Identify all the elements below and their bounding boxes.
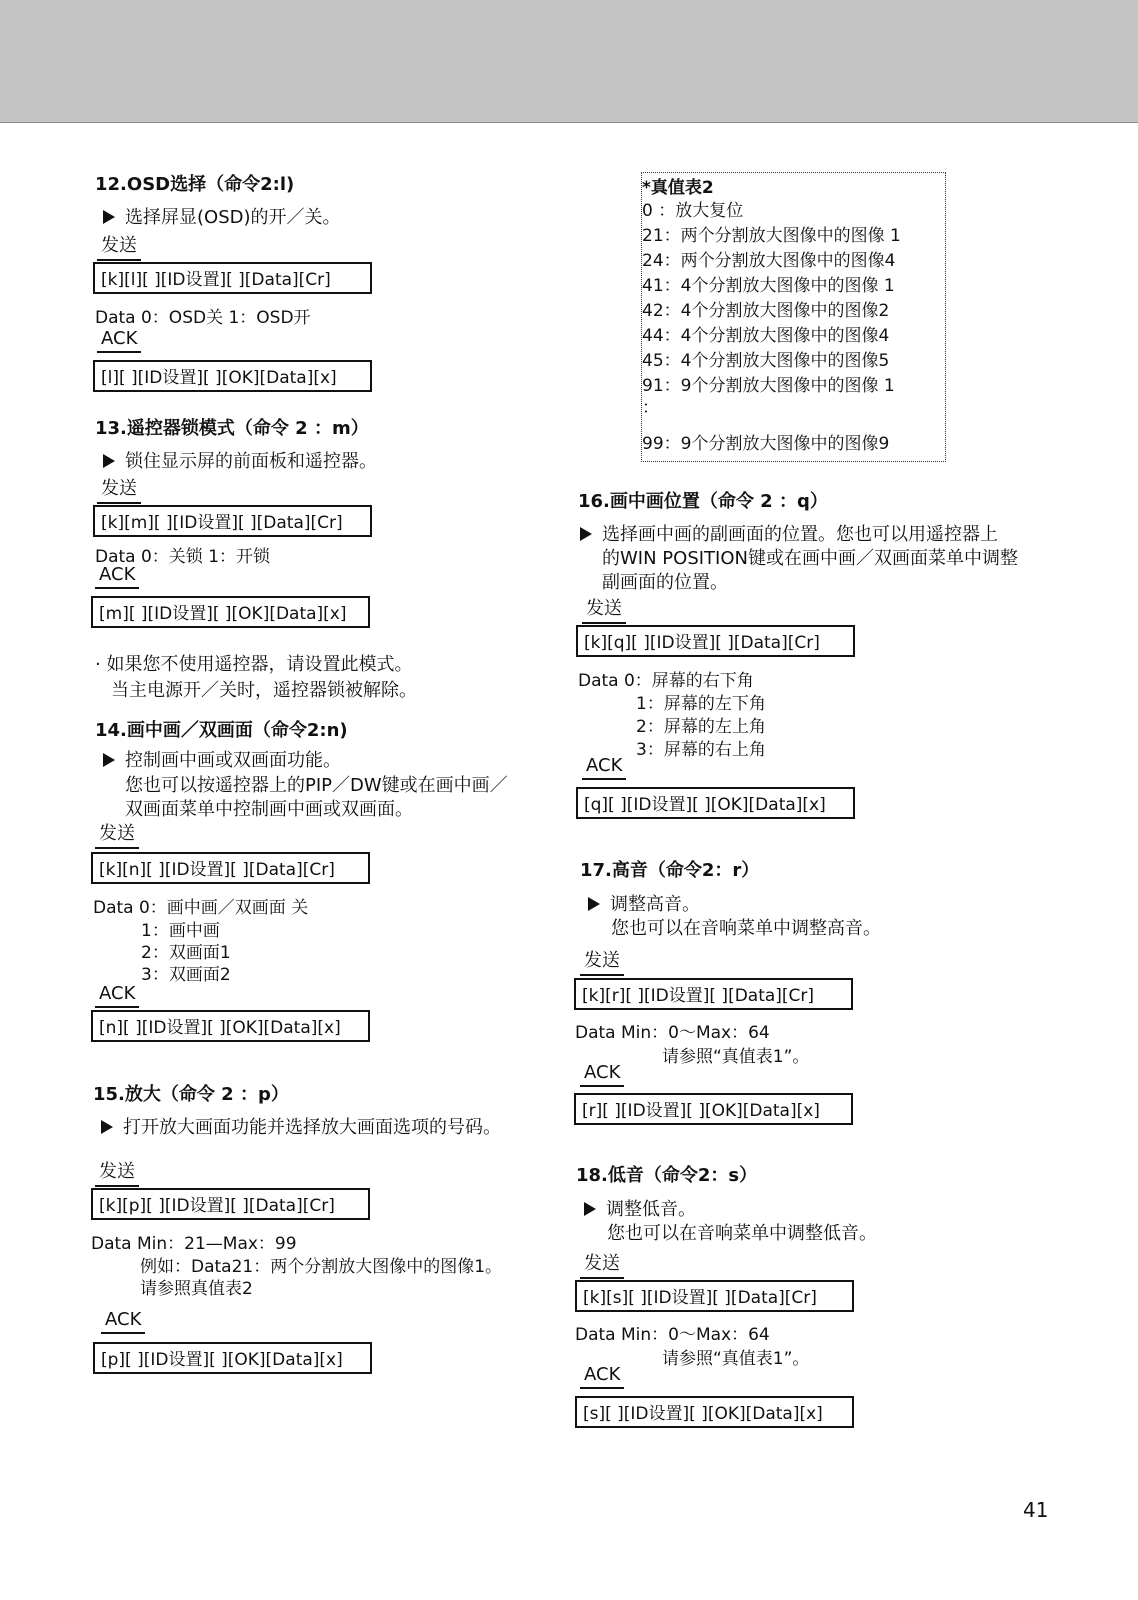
section-17-data-1: 请参照“真值表1”。 [662,1047,810,1067]
section-16-data-3: 3：屏幕的右上角 [636,740,766,760]
truth-table-row: 42：4个分割放大图像中的图像2 [642,301,890,321]
section-13-desc: 锁住显示屏的前面板和遥控器。 [103,447,377,473]
triangle-bullet-icon [103,210,115,224]
truth-table-row: 41：4个分割放大图像中的图像 1 [642,276,895,296]
page-number: 41 [1023,1498,1049,1522]
section-14-data-0: Data 0：画中画／双画面 关 [93,898,309,918]
section-15-send-code: [k][p][ ][ID设置][ ][Data][Cr] [91,1188,370,1220]
section-16-title: 16.画中画位置（命令 2 ：q） [578,491,828,512]
section-12-desc: 选择屏显(OSD)的开／关。 [103,203,341,229]
section-16-ack-label: ACK [582,755,626,780]
truth-table-row: 99：9个分割放大图像中的图像9 [642,434,890,454]
section-17-send-label: 发送 [580,946,624,976]
section-18-ack-label: ACK [580,1364,624,1389]
section-18-data-0: Data Min：0～Max：64 [575,1325,770,1345]
truth-table-row: 44：4个分割放大图像中的图像4 [642,326,890,346]
header-banner [0,0,1138,123]
section-12-title: 12.OSD选择（命令2:l) [95,174,295,195]
section-12-ack-label: ACK [97,328,141,353]
section-17-data-0: Data Min：0～Max：64 [575,1023,770,1043]
section-12-send-label: 发送 [97,231,141,261]
section-17-title: 17.高音（命令2：r） [580,860,760,881]
section-18-ack-code: [s][ ][ID设置][ ][OK][Data][x] [575,1396,854,1428]
truth-table-row: 91：9个分割放大图像中的图像 1 [642,376,895,396]
triangle-bullet-icon [584,1202,596,1216]
section-18-title: 18.低音（命令2：s） [576,1165,758,1186]
truth-table-row: 21：两个分割放大图像中的图像 1 [642,226,901,246]
truth-table-row: 0 ：放大复位 [642,201,744,221]
triangle-bullet-icon [588,897,600,911]
section-14-data-2: 2：双画面1 [141,943,231,963]
section-16-desc-1: 选择画中画的副画面的位置。您也可以用遥控器上 [580,520,998,546]
section-16-data-1: 1：屏幕的左下角 [636,694,766,714]
section-15-send-label: 发送 [95,1157,139,1187]
section-13-send-code: [k][m][ ][ID设置][ ][Data][Cr] [93,505,372,537]
section-16-send-code: [k][q][ ][ID设置][ ][Data][Cr] [576,625,855,657]
section-14-data-1: 1：画中画 [141,921,220,941]
section-14-send-label: 发送 [95,819,139,849]
truth-table-2-title: *真值表2 [642,178,714,198]
section-15-ack-code: [p][ ][ID设置][ ][OK][Data][x] [93,1342,372,1374]
section-15-ack-label: ACK [101,1309,145,1334]
triangle-bullet-icon [101,1120,113,1134]
section-16-desc-3: 副画面的位置。 [602,572,728,593]
triangle-bullet-icon [103,753,115,767]
section-16-data-2: 2：屏幕的左上角 [636,717,766,737]
section-17-desc-2: 您也可以在音响菜单中调整高音。 [611,918,881,939]
section-14-desc-2: 您也可以按遥控器上的PIP／DW键或在画中画／ [125,775,508,796]
triangle-bullet-icon [103,454,115,468]
triangle-bullet-icon [580,527,592,541]
section-15-data-2: 请参照真值表2 [140,1279,253,1299]
section-15-data-1: 例如：Data21：两个分割放大图像中的图像1。 [140,1257,503,1277]
section-14-desc-1: 控制画中画或双画面功能。 [103,746,341,772]
section-12-send-code: [k][l][ ][ID设置][ ][Data][Cr] [93,262,372,294]
truth-table-row: 24：两个分割放大图像中的图像4 [642,251,896,271]
section-15-title: 15.放大（命令 2 ：p） [93,1084,289,1105]
section-17-ack-code: [r][ ][ID设置][ ][OK][Data][x] [574,1093,853,1125]
section-13-note-2: 当主电源开／关时，遥控器锁被解除。 [111,680,417,701]
section-13-data: Data 0：关锁 1：开锁 [95,547,271,567]
section-14-ack-code: [n][ ][ID设置][ ][OK][Data][x] [91,1010,370,1042]
section-13-send-label: 发送 [97,474,141,504]
section-12-data: Data 0：OSD关 1：OSD开 [95,308,311,328]
section-16-data-0: Data 0：屏幕的右下角 [578,671,754,691]
section-16-desc-2: 的WIN POSITION键或在画中画／双画面菜单中调整 [602,548,1018,569]
section-18-desc-1: 调整低音。 [584,1195,696,1221]
section-14-desc-3: 双画面菜单中控制画中画或双画面。 [125,799,413,820]
truth-table-row: ： [642,398,659,418]
section-14-send-code: [k][n][ ][ID设置][ ][Data][Cr] [91,852,370,884]
section-18-desc-2: 您也可以在音响菜单中调整低音。 [607,1223,877,1244]
section-17-send-code: [k][r][ ][ID设置][ ][Data][Cr] [574,978,853,1010]
section-12-ack-code: [l][ ][ID设置][ ][OK][Data][x] [93,360,372,392]
truth-table-row: 45：4个分割放大图像中的图像5 [642,351,890,371]
section-15-data-0: Data Min：21—Max：99 [91,1234,297,1254]
section-14-title: 14.画中画／双画面（命令2:n) [95,720,348,741]
section-17-desc-1: 调整高音。 [588,890,700,916]
section-18-send-label: 发送 [580,1249,624,1279]
section-16-ack-code: [q][ ][ID设置][ ][OK][Data][x] [576,787,855,819]
section-13-title: 13.遥控器锁模式（命令 2 ：m） [95,418,369,439]
section-13-note-1: · 如果您不使用遥控器，请设置此模式。 [95,654,413,675]
section-18-data-1: 请参照“真值表1”。 [662,1349,810,1369]
section-18-send-code: [k][s][ ][ID设置][ ][Data][Cr] [575,1280,854,1312]
section-15-desc: 打开放大画面功能并选择放大画面选项的号码。 [101,1113,501,1139]
truth-table-2 [641,172,946,462]
section-17-ack-label: ACK [580,1062,624,1087]
section-14-data-3: 3：双画面2 [141,965,231,985]
section-16-send-label: 发送 [582,594,626,624]
section-13-ack-label: ACK [95,564,139,589]
section-13-ack-code: [m][ ][ID设置][ ][OK][Data][x] [91,596,370,628]
section-14-ack-label: ACK [95,983,139,1008]
